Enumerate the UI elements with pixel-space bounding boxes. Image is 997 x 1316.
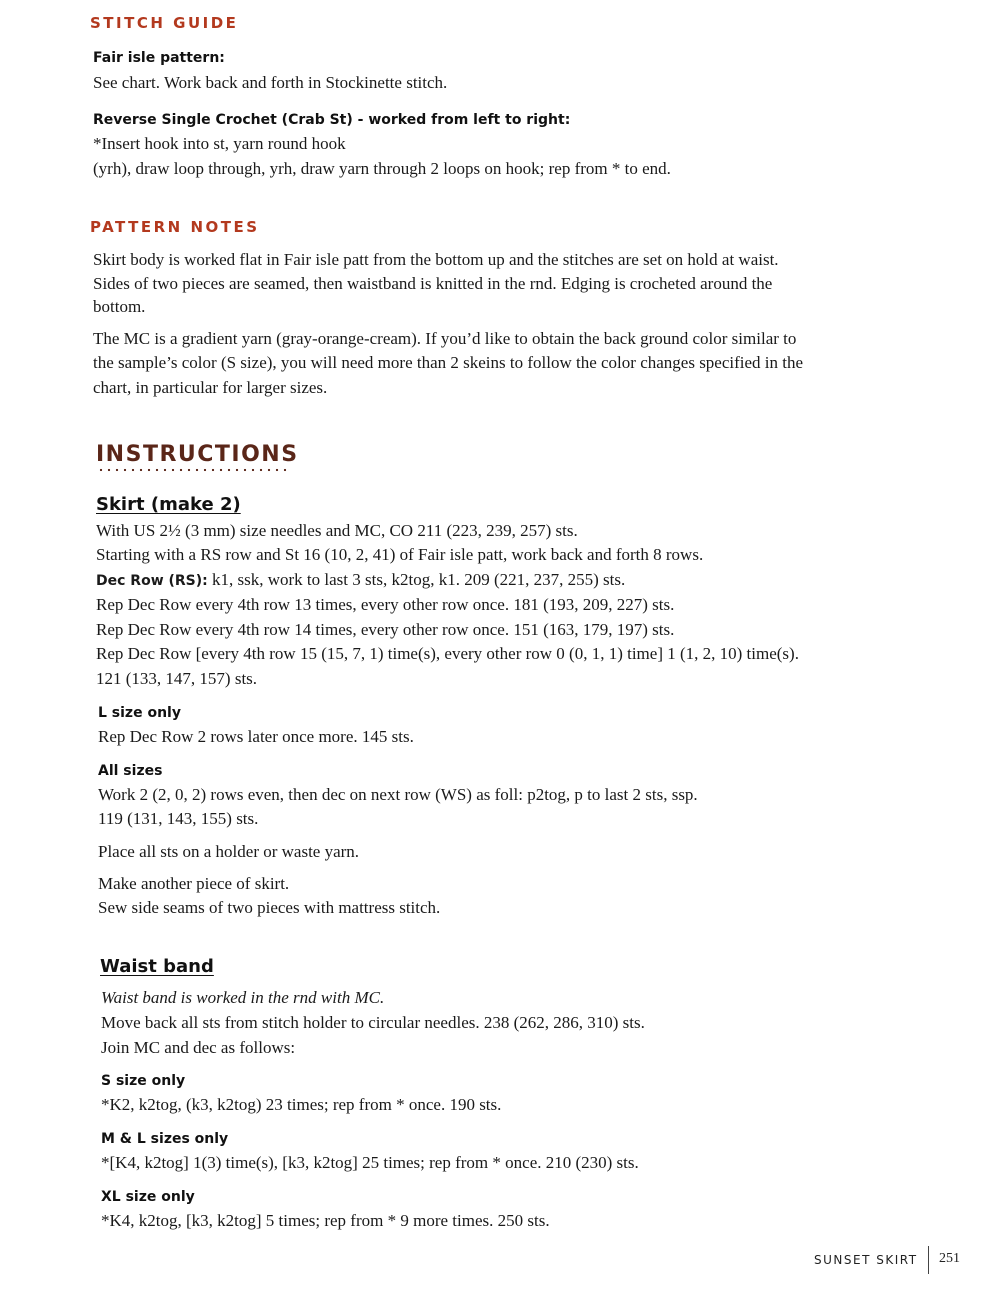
skirt-line-6: Rep Dec Row [every 4th row 15 (15, 7, 1) time(s), every other row 0 (0, 1, 1) time] 1 (1, 2, 10) time(s). [96,644,799,663]
page-number: 251 [939,1251,960,1266]
all-sizes-line-2: 119 (131, 143, 155) sts. [98,809,259,828]
all-sizes-line-5: Sew side seams of two pieces with mattress stitch. [98,898,441,917]
crochet-label: Reverse Single Crochet (Crab St) - worked from left to right: [93,112,571,128]
notes-p1-line-2: Sides of two pieces are seamed, then waistband is knitted in the rnd. Edging is crocheted around the [93,274,773,293]
ml-sizes-only-label: M & L sizes only [101,1131,229,1147]
all-sizes-line-1: Work 2 (2, 0, 2) rows even, then dec on next row (WS) as foll: p2tog, p to last 2 sts, ssp. [98,785,698,804]
waist-line-3: Join MC and dec as follows: [101,1038,296,1057]
s-size-only-label: S size only [101,1073,186,1089]
skirt-line-7: 121 (133, 147, 157) sts. [96,669,258,688]
stitch-guide-heading: STITCH GUIDE [90,14,239,32]
all-sizes-label: All sizes [98,763,163,779]
skirt-line-4: Rep Dec Row every 4th row 13 times, every other row once. 181 (193, 209, 227) sts. [96,595,675,614]
dec-row-text: k1, ssk, work to last 3 sts, k2tog, k1. 209 (221, 237, 255) sts. [207,570,626,589]
instructions-dotted-divider [97,468,291,472]
dec-row-label: Dec Row (RS): [96,573,208,589]
notes-p1-line-3: bottom. [93,297,146,316]
running-footer-title: SUNSET SKIRT [814,1253,918,1267]
skirt-heading: Skirt (make 2) [96,494,241,515]
s-size-only-text: *K2, k2tog, (k3, k2tog) 23 times; rep from * once. 190 sts. [101,1095,502,1114]
fair-isle-label: Fair isle pattern: [93,50,225,66]
waist-line-2: Move back all sts from stitch holder to circular needles. 238 (262, 286, 310) sts. [101,1013,645,1032]
skirt-line-5: Rep Dec Row every 4th row 14 times, every other row once. 151 (163, 179, 197) sts. [96,620,675,639]
all-sizes-line-3: Place all sts on a holder or waste yarn. [98,842,360,861]
crochet-line-1: *Insert hook into st, yarn round hook [93,134,346,153]
waist-band-heading: Waist band [100,956,214,977]
crochet-line-2: (yrh), draw loop through, yrh, draw yarn through 2 loops on hook; rep from * to end. [93,159,671,178]
notes-p2-line-2: the sample’s color (S size), you will need more than 2 skeins to follow the color changes specified in the [93,353,804,372]
footer-divider [928,1246,929,1274]
l-size-only-label: L size only [98,705,181,721]
notes-p2-line-1: The MC is a gradient yarn (gray-orange-cream). If you’d like to obtain the back ground color similar to [93,329,797,348]
notes-p2-line-3: chart, in particular for larger sizes. [93,378,328,397]
skirt-line-1: With US 2½ (3 mm) size needles and MC, CO 211 (223, 239, 257) sts. [96,521,578,540]
l-size-only-text: Rep Dec Row 2 rows later once more. 145 sts. [98,727,414,746]
ml-sizes-only-text: *[K4, k2tog] 1(3) time(s), [k3, k2tog] 25 times; rep from * once. 210 (230) sts. [101,1153,639,1172]
skirt-line-2: Starting with a RS row and St 16 (10, 2, 41) of Fair isle patt, work back and forth 8 rows. [96,545,704,564]
notes-p1-line-1: Skirt body is worked flat in Fair isle patt from the bottom up and the stitches are set on hold at waist. [93,250,779,269]
all-sizes-line-4: Make another piece of skirt. [98,874,290,893]
xl-size-only-label: XL size only [101,1189,195,1205]
instructions-heading: INSTRUCTIONS [96,442,299,467]
fair-isle-text: See chart. Work back and forth in Stockinette stitch. [93,73,448,92]
waist-intro: Waist band is worked in the rnd with MC. [101,988,385,1007]
dec-row-line [96,570,625,590]
pattern-notes-heading: PATTERN NOTES [90,218,260,236]
xl-size-only-text: *K4, k2tog, [k3, k2tog] 5 times; rep from * 9 more times. 250 sts. [101,1211,550,1230]
